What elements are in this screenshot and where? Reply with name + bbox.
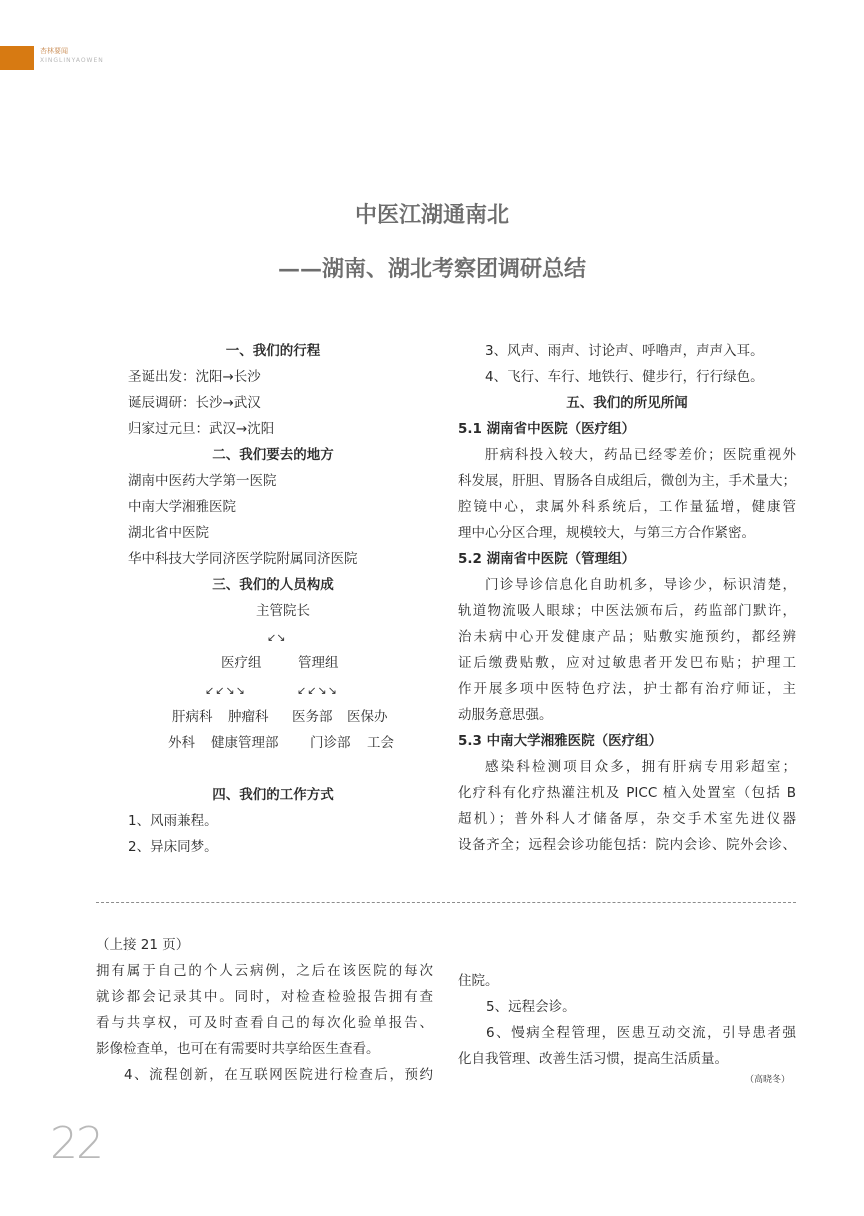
- paragraph-line: 腔镜中心，隶属外科系统后，工作量猛增，健康管: [458, 499, 796, 515]
- paragraph-line: 住院。: [458, 973, 499, 989]
- paragraph-line: 5、远程会诊。: [486, 999, 576, 1015]
- work-style-item: 4、飞行、车行、地铁行、健步行，行行绿色。: [485, 369, 764, 385]
- org-arrows-right: ↙↙↘↘: [297, 684, 338, 697]
- paragraph-line: 看与共享权，可及时查看自己的每次化验单报告、: [96, 1015, 433, 1031]
- itinerary-item: 诞辰调研：长沙→武汉: [128, 395, 261, 411]
- brand-name-en: XINGLINYAOWEN: [40, 57, 104, 64]
- work-style-item: 2、异床同梦。: [128, 839, 218, 855]
- page-number: 22: [50, 1118, 102, 1169]
- dashed-divider: [96, 902, 796, 903]
- org-top: 主管院长: [256, 603, 310, 619]
- org-dept: 肝病科: [172, 709, 213, 725]
- paragraph-line: 肝病科投入较大，药品已经零差价；医院重视外: [485, 447, 796, 463]
- org-dept: 医务部: [292, 709, 333, 725]
- org-arrows-left: ↙↙↘↘: [205, 684, 246, 697]
- paragraph-line: 6、慢病全程管理，医患互动交流，引导患者强: [486, 1025, 796, 1041]
- author-credit: （高晓冬）: [744, 1075, 790, 1085]
- article-subtitle: ——湖南、湖北考察团调研总结: [277, 256, 586, 282]
- org-dept: 肿瘤科: [228, 709, 269, 725]
- paragraph-line: 超机）；普外科人才储备厚，杂交手术室先进仪器: [458, 811, 796, 827]
- heading-members: 三、我们的人员构成: [212, 577, 334, 593]
- org-arrows-top: ↙↘: [267, 631, 286, 644]
- continuation-note: （上接 21 页）: [96, 937, 190, 953]
- paragraph-line: 科发展，肝胆、胃肠各自成组后，微创为主，手术量大；: [458, 473, 796, 489]
- paragraph-line: 理中心分区合理，规模较大，与第三方合作紧密。: [458, 525, 755, 541]
- place-item: 湖北省中医院: [128, 525, 209, 541]
- org-dept: 工会: [367, 735, 394, 751]
- place-item: 华中科技大学同济医学院附属同济医院: [128, 551, 358, 567]
- org-dept: 外科: [168, 735, 195, 751]
- org-dept: 医保办: [347, 709, 388, 725]
- paragraph-line: 拥有属于自己的个人云病例，之后在该医院的每次: [96, 963, 433, 979]
- article-title: 中医江湖通南北: [354, 202, 509, 228]
- paragraph-line: 轨道物流吸人眼球；中医法颁布后，药监部门默许，: [458, 603, 796, 619]
- section-title: 5.1 湖南省中医院（医疗组）: [458, 421, 636, 437]
- paragraph-line: 动服务意思强。: [458, 707, 553, 723]
- section-tab-marker: [0, 46, 34, 70]
- place-item: 湖南中医药大学第一医院: [128, 473, 277, 489]
- paragraph-line: 感染科检测项目众多，拥有肝病专用彩超室；: [485, 759, 796, 775]
- paragraph-line: 作开展多项中医特色疗法，护士都有治疗师证，主: [458, 681, 796, 697]
- itinerary-item: 归家过元旦：武汉→沈阳: [128, 421, 275, 437]
- paragraph-line: 就诊都会记录其中。同时，对检查检验报告拥有查: [96, 989, 433, 1005]
- work-style-item: 3、风声、雨声、讨论声、呼噜声，声声入耳。: [485, 343, 764, 359]
- heading-itinerary: 一、我们的行程: [225, 343, 321, 359]
- place-item: 中南大学湘雅医院: [128, 499, 236, 515]
- work-style-item: 1、风雨兼程。: [128, 813, 218, 829]
- heading-work-style: 四、我们的工作方式: [212, 787, 334, 803]
- heading-observations: 五、我们的所见所闻: [566, 395, 688, 411]
- paragraph-line: 化疗科有化疗热灌注机及 PICC 植入处置室（包括 B: [458, 785, 796, 801]
- paragraph-line: 影像检查单，也可在有需要时共享给医生查看。: [96, 1041, 380, 1057]
- paragraph-line: 门诊导诊信息化自助机多，导诊少，标识清楚，: [485, 577, 796, 593]
- paragraph-line: 证后缴费贴敷，应对过敏患者开发巴布贴；护理工: [458, 655, 796, 671]
- section-title: 5.2 湖南省中医院（管理组）: [458, 551, 636, 567]
- paragraph-line: 治未病中心开发健康产品；贴敷实施预约，都经辨: [458, 629, 796, 645]
- paragraph-line: 设备齐全；远程会诊功能包括：院内会诊、院外会诊、: [458, 837, 796, 853]
- org-group-medical: 医疗组: [221, 655, 262, 671]
- paragraph-line: 化自我管理、改善生活习惯，提高生活质量。: [458, 1051, 728, 1067]
- org-dept: 门诊部: [310, 735, 351, 751]
- brand-name: 杏林要闻: [40, 47, 68, 55]
- itinerary-item: 圣诞出发：沈阳→长沙: [128, 369, 261, 385]
- paragraph-line: 4、流程创新，在互联网医院进行检查后，预约: [124, 1067, 433, 1083]
- org-dept: 健康管理部: [211, 735, 279, 751]
- heading-places: 二、我们要去的地方: [212, 447, 334, 463]
- org-group-management: 管理组: [298, 655, 339, 671]
- section-title: 5.3 中南大学湘雅医院（医疗组）: [458, 733, 663, 749]
